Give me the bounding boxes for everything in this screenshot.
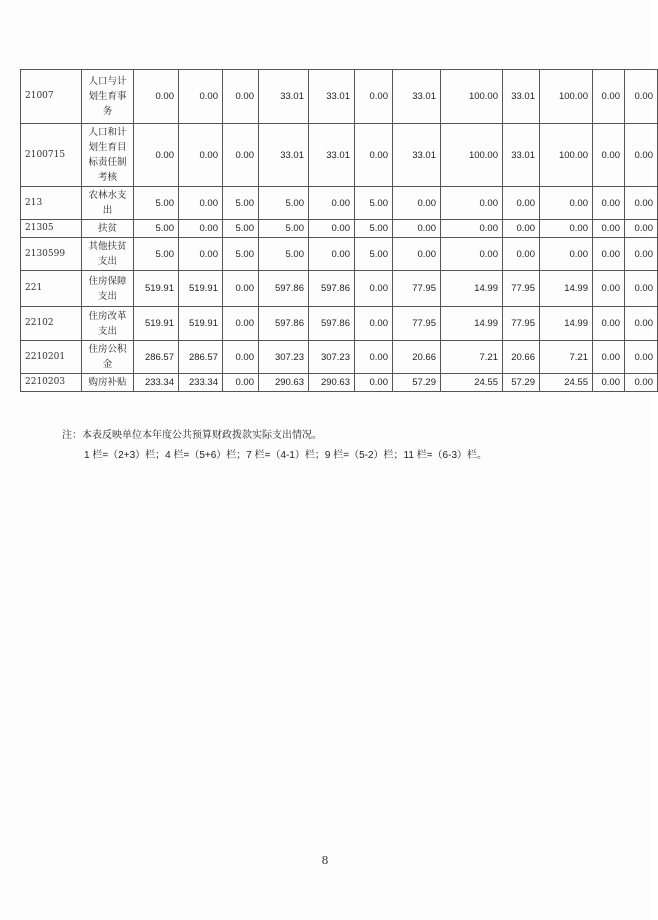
amount-cell-col-4: 5.00 xyxy=(259,220,309,238)
amount-cell-col-10: 0.00 xyxy=(540,187,593,220)
subject-name-cell: 购房补贴 xyxy=(82,374,134,392)
subject-name-cell: 其他扶贫支出 xyxy=(82,238,134,271)
amount-cell-col-7: 77.95 xyxy=(393,271,441,307)
amount-cell-col-8: 14.99 xyxy=(441,271,503,307)
amount-cell-col-9: 0.00 xyxy=(503,187,540,220)
amount-cell-col-10: 0.00 xyxy=(540,220,593,238)
amount-cell-col-2: 0.00 xyxy=(179,220,223,238)
amount-cell-col-4: 5.00 xyxy=(259,238,309,271)
amount-cell-col-11: 0.00 xyxy=(593,374,625,392)
amount-cell-col-8: 24.55 xyxy=(441,374,503,392)
amount-cell-col-7: 33.01 xyxy=(393,124,441,187)
amount-cell-col-8: 100.00 xyxy=(441,70,503,124)
subject-code-cell: 21305 xyxy=(21,220,82,238)
amount-cell-col-11: 0.00 xyxy=(593,70,625,124)
amount-cell-col-6: 5.00 xyxy=(355,187,393,220)
amount-cell-col-5: 0.00 xyxy=(309,238,355,271)
amount-cell-col-3: 5.00 xyxy=(223,187,259,220)
amount-cell-col-4: 597.86 xyxy=(259,271,309,307)
amount-cell-col-4: 33.01 xyxy=(259,124,309,187)
amount-cell-col-11: 0.00 xyxy=(593,341,625,374)
amount-cell-col-1: 5.00 xyxy=(134,187,179,220)
amount-cell-col-9: 77.95 xyxy=(503,307,540,341)
amount-cell-col-5: 0.00 xyxy=(309,187,355,220)
subject-name-cell: 住房改革支出 xyxy=(82,307,134,341)
amount-cell-col-7: 0.00 xyxy=(393,238,441,271)
amount-cell-col-3: 5.00 xyxy=(223,238,259,271)
amount-cell-col-12: 0.00 xyxy=(625,220,658,238)
amount-cell-col-7: 0.00 xyxy=(393,220,441,238)
amount-cell-col-1: 5.00 xyxy=(134,238,179,271)
table-row xyxy=(21,374,658,392)
subject-name-cell: 住房保障支出 xyxy=(82,271,134,307)
amount-cell-col-5: 290.63 xyxy=(309,374,355,392)
amount-cell-col-2: 0.00 xyxy=(179,238,223,271)
amount-cell-col-8: 100.00 xyxy=(441,124,503,187)
amount-cell-col-4: 5.00 xyxy=(259,187,309,220)
amount-cell-col-7: 33.01 xyxy=(393,70,441,124)
amount-cell-col-10: 14.99 xyxy=(540,307,593,341)
table-row xyxy=(21,70,658,124)
amount-cell-col-6: 0.00 xyxy=(355,70,393,124)
amount-cell-col-3: 0.00 xyxy=(223,307,259,341)
amount-cell-col-2: 519.91 xyxy=(179,307,223,341)
amount-cell-col-3: 0.00 xyxy=(223,374,259,392)
amount-cell-col-9: 57.29 xyxy=(503,374,540,392)
amount-cell-col-3: 0.00 xyxy=(223,124,259,187)
footnote-line-1: 注：本表反映单位本年度公共预算财政拨款实际支出情况。 xyxy=(62,430,322,441)
amount-cell-col-5: 33.01 xyxy=(309,124,355,187)
amount-cell-col-11: 0.00 xyxy=(593,220,625,238)
subject-name-cell: 住房公积金 xyxy=(82,341,134,374)
amount-cell-col-2: 0.00 xyxy=(179,187,223,220)
expenditure-table xyxy=(20,69,658,392)
subject-name-cell: 扶贫 xyxy=(82,220,134,238)
table-row xyxy=(21,238,658,271)
amount-cell-col-10: 24.55 xyxy=(540,374,593,392)
amount-cell-col-6: 0.00 xyxy=(355,341,393,374)
amount-cell-col-12: 0.00 xyxy=(625,70,658,124)
amount-cell-col-7: 77.95 xyxy=(393,307,441,341)
amount-cell-col-12: 0.00 xyxy=(625,124,658,187)
amount-cell-col-3: 5.00 xyxy=(223,220,259,238)
amount-cell-col-12: 0.00 xyxy=(625,187,658,220)
amount-cell-col-5: 33.01 xyxy=(309,70,355,124)
subject-code-cell: 221 xyxy=(21,271,82,307)
amount-cell-col-6: 5.00 xyxy=(355,238,393,271)
amount-cell-col-8: 7.21 xyxy=(441,341,503,374)
amount-cell-col-12: 0.00 xyxy=(625,374,658,392)
subject-name-cell: 人口与计划生育事务 xyxy=(82,70,134,124)
subject-code-cell: 2210203 xyxy=(21,374,82,392)
amount-cell-col-11: 0.00 xyxy=(593,271,625,307)
subject-code-cell: 21007 xyxy=(21,70,82,124)
amount-cell-col-4: 33.01 xyxy=(259,70,309,124)
amount-cell-col-10: 7.21 xyxy=(540,341,593,374)
amount-cell-col-9: 33.01 xyxy=(503,124,540,187)
amount-cell-col-8: 14.99 xyxy=(441,307,503,341)
amount-cell-col-12: 0.00 xyxy=(625,271,658,307)
amount-cell-col-2: 233.34 xyxy=(179,374,223,392)
amount-cell-col-7: 20.66 xyxy=(393,341,441,374)
amount-cell-col-2: 286.57 xyxy=(179,341,223,374)
amount-cell-col-1: 0.00 xyxy=(134,124,179,187)
table-footnote xyxy=(62,426,487,466)
amount-cell-col-10: 100.00 xyxy=(540,70,593,124)
amount-cell-col-11: 0.00 xyxy=(593,124,625,187)
amount-cell-col-1: 519.91 xyxy=(134,271,179,307)
amount-cell-col-8: 0.00 xyxy=(441,220,503,238)
amount-cell-col-10: 14.99 xyxy=(540,271,593,307)
amount-cell-col-12: 0.00 xyxy=(625,341,658,374)
subject-code-cell: 2130599 xyxy=(21,238,82,271)
page-number: 8 xyxy=(321,854,329,867)
amount-cell-col-9: 0.00 xyxy=(503,220,540,238)
amount-cell-col-7: 0.00 xyxy=(393,187,441,220)
amount-cell-col-7: 57.29 xyxy=(393,374,441,392)
amount-cell-col-4: 307.23 xyxy=(259,341,309,374)
amount-cell-col-10: 100.00 xyxy=(540,124,593,187)
amount-cell-col-9: 0.00 xyxy=(503,238,540,271)
amount-cell-col-3: 0.00 xyxy=(223,271,259,307)
amount-cell-col-12: 0.00 xyxy=(625,238,658,271)
amount-cell-col-8: 0.00 xyxy=(441,238,503,271)
amount-cell-col-1: 0.00 xyxy=(134,70,179,124)
subject-name-cell: 农林水支出 xyxy=(82,187,134,220)
amount-cell-col-6: 0.00 xyxy=(355,124,393,187)
subject-code-cell: 2100715 xyxy=(21,124,82,187)
amount-cell-col-1: 519.91 xyxy=(134,307,179,341)
footnote-line-2: 1 栏=（2+3）栏；4 栏=（5+6）栏；7 栏=（4-1）栏；9 栏=（5-2）栏；11 栏=（6-3）栏。 xyxy=(84,450,488,461)
amount-cell-col-6: 0.00 xyxy=(355,374,393,392)
amount-cell-col-9: 20.66 xyxy=(503,341,540,374)
table-row xyxy=(21,220,658,238)
amount-cell-col-5: 597.86 xyxy=(309,271,355,307)
amount-cell-col-6: 0.00 xyxy=(355,307,393,341)
table-row xyxy=(21,124,658,187)
amount-cell-col-1: 286.57 xyxy=(134,341,179,374)
amount-cell-col-9: 77.95 xyxy=(503,271,540,307)
amount-cell-col-2: 519.91 xyxy=(179,271,223,307)
amount-cell-col-11: 0.00 xyxy=(593,307,625,341)
amount-cell-col-4: 597.86 xyxy=(259,307,309,341)
amount-cell-col-6: 5.00 xyxy=(355,220,393,238)
amount-cell-col-4: 290.63 xyxy=(259,374,309,392)
subject-code-cell: 22102 xyxy=(21,307,82,341)
amount-cell-col-1: 233.34 xyxy=(134,374,179,392)
subject-code-cell: 213 xyxy=(21,187,82,220)
amount-cell-col-2: 0.00 xyxy=(179,124,223,187)
amount-cell-col-12: 0.00 xyxy=(625,307,658,341)
amount-cell-col-8: 0.00 xyxy=(441,187,503,220)
amount-cell-col-5: 0.00 xyxy=(309,220,355,238)
amount-cell-col-11: 0.00 xyxy=(593,238,625,271)
subject-name-cell: 人口和计划生育目标责任制考核 xyxy=(82,124,134,187)
amount-cell-col-3: 0.00 xyxy=(223,70,259,124)
amount-cell-col-1: 5.00 xyxy=(134,220,179,238)
table-row xyxy=(21,187,658,220)
amount-cell-col-2: 0.00 xyxy=(179,70,223,124)
subject-code-cell: 2210201 xyxy=(21,341,82,374)
amount-cell-col-5: 307.23 xyxy=(309,341,355,374)
amount-cell-col-3: 0.00 xyxy=(223,341,259,374)
table-row xyxy=(21,271,658,307)
table-row xyxy=(21,307,658,341)
amount-cell-col-6: 0.00 xyxy=(355,271,393,307)
amount-cell-col-9: 33.01 xyxy=(503,70,540,124)
amount-cell-col-5: 597.86 xyxy=(309,307,355,341)
amount-cell-col-10: 0.00 xyxy=(540,238,593,271)
amount-cell-col-11: 0.00 xyxy=(593,187,625,220)
table-body xyxy=(21,70,658,392)
table-row xyxy=(21,341,658,374)
